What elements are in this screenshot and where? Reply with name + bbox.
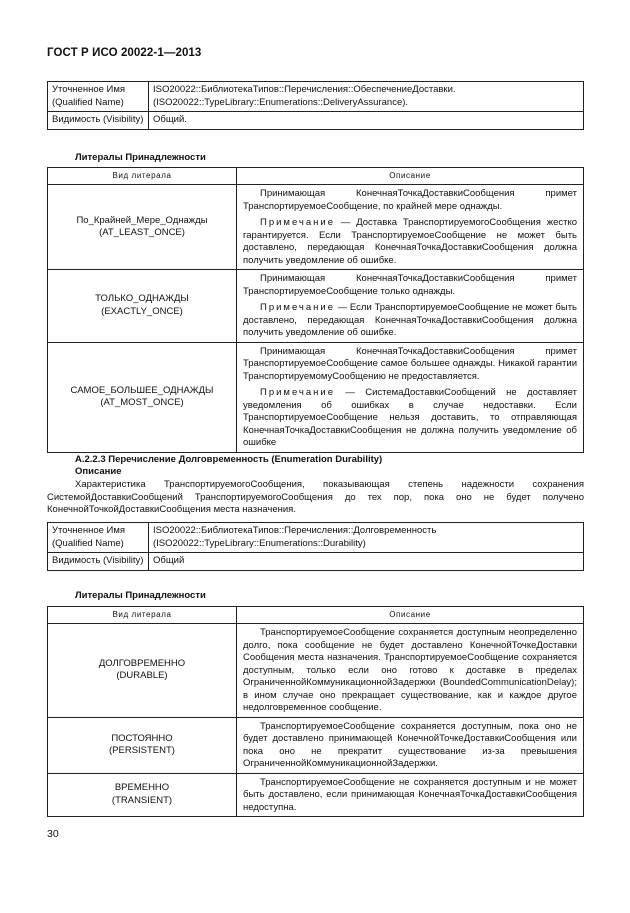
table-cell-key: Уточненное Имя (Qualified Name) — [48, 82, 149, 112]
literal-description-cell — [237, 717, 584, 773]
literal-note — [243, 387, 577, 450]
note-label: Примечание — [260, 217, 335, 228]
literal-description: Принимающая КонечнаяТочкаДоставкиСообщения примет ТранспортируемоеСообщение самое большее однажды. Никакой гарантии ТранспортируемомуСообщению не предоставляется. — [243, 345, 577, 382]
section-paragraph: Характеристика ТранспортируемогоСообщения, показывающая степень надежности сохранения СистемойДоставкиСообщений ТранспортируемогоСообщения до тех пор, пока оно не будет получено КонечнойТочкойДоставкиСообщения места назначения. — [47, 479, 584, 515]
literal-name: ПОСТОЯННО — [111, 732, 173, 744]
column-header-description: Описание — [237, 607, 584, 624]
literals-table-durability — [47, 606, 584, 817]
document-header: ГОСТ Р ИСО 20022-1—2013 — [47, 47, 202, 59]
literal-note — [243, 217, 577, 267]
literal-description: Принимающая КонечнаяТочкаДоставкиСообщения примет ТранспортируемоеСообщение, по крайней мере однажды. — [243, 188, 577, 212]
table-row — [48, 112, 584, 130]
note-text: — СистемаДоставкиСообщений не доставляет уведомления об ошибках в случае недоставки. Если ТранспортируемоеСообщение нельзя доставить, то отправляющая КонечнаяТочкаДоставкиСообщения не должна получить уведомление об ошибке — [243, 387, 577, 448]
table-row — [48, 553, 584, 571]
literal-description-cell — [237, 270, 584, 343]
literal-description-cell — [237, 342, 584, 452]
literal-description: ТранспортируемоеСообщение сохраняется доступным неопределенно долго, пока сообщение не будет доставлено КонечнойТочкеДоставки Сообщения места назначения. ТранспортируемоеСообщение сохраняется доступным, только если оно готово к доставке в пределах ОграниченнойКоммуникационнойЗадержки (BoundedCommunicationDelay); в ином случае оно прекращает существование, как и каждое другое недолговременное сообщение. — [243, 627, 577, 713]
literal-note — [243, 302, 577, 340]
table-row — [48, 82, 584, 112]
table-row — [48, 342, 584, 452]
note-label: Примечание — [260, 302, 335, 313]
literal-description-cell — [237, 773, 584, 817]
literal-code: (EXACTLY_ONCE) — [101, 305, 183, 317]
section-heading — [75, 454, 382, 478]
table-cell-key: Видимость (Visibility) — [48, 112, 149, 130]
table-header-row — [48, 607, 584, 624]
literal-code: (AT_LEAST_ONCE) — [99, 227, 185, 238]
literal-name-cell — [48, 270, 237, 343]
note-text: — Доставка ТранспортируемогоСообщения жестко гарантируется. Если ТранспортируемоеСообщение не может быть доставлено, передающая КонечнаяТочкаДоставкиСообщения должна получить уведомление об ошибке. — [243, 217, 577, 266]
literal-name: ТОЛЬКО_ОДНАЖДЫ — [95, 293, 189, 305]
literal-description: Принимающая КонечнаяТочкаДоставкиСообщения примет ТранспортируемоеСообщение только однажды. — [243, 273, 577, 297]
literal-name: По_Крайней_Мере_Однажды — [76, 214, 208, 226]
table-row — [48, 624, 584, 718]
table-row — [48, 773, 584, 817]
table-cell-value — [149, 82, 584, 112]
info-table-durability — [47, 522, 584, 571]
page-number: 30 — [47, 828, 59, 840]
literal-name-cell — [48, 773, 237, 817]
literal-description-cell — [237, 624, 584, 718]
literal-name-cell — [48, 342, 237, 452]
column-header-literal: Вид литерала — [48, 168, 237, 185]
literals-table-delivery-assurance — [47, 167, 584, 453]
literal-name-cell — [48, 624, 237, 718]
literal-code: (AT_MOST_ONCE) — [100, 397, 184, 408]
literal-description: ТранспортируемоеСообщение не сохраняется доступным и не может быть доставлено, если принимающая КонечнаяТочкаДоставкиСообщения недоступна. — [243, 776, 577, 813]
literal-name: ВРЕМЕННО — [114, 782, 170, 794]
table-cell-key: Видимость (Visibility) — [48, 553, 149, 571]
table-row — [48, 717, 584, 773]
note-label: Примечание — [260, 387, 335, 398]
info-table-delivery-assurance — [47, 81, 584, 130]
value-line: (ISO20022::TypeLibrary::Enumerations::Durability) — [153, 537, 366, 549]
value-line: ISO20022::БиблиотекаТипов::Перечисления::ОбеспечениеДоставки. — [153, 84, 456, 95]
value-line: Общий. — [153, 114, 187, 125]
table-cell-value — [149, 112, 584, 130]
literal-code: (TRANSIENT) — [111, 794, 173, 806]
column-header-literal: Вид литерала — [48, 607, 237, 624]
literal-code: (DURABLE) — [116, 670, 168, 682]
table-row — [48, 523, 584, 553]
literals-heading: Литералы Принадлежности — [75, 590, 206, 601]
literals-heading: Литералы Принадлежности — [75, 152, 206, 163]
section-subtitle: Описание — [75, 466, 122, 477]
value-line: ISO20022::БиблиотекаТипов::Перечисления::Долговременность — [153, 525, 437, 536]
column-header-description: Описание — [237, 168, 584, 185]
value-line: Общий — [153, 555, 185, 566]
table-cell-value — [149, 553, 584, 571]
literal-code: (PERSISTENT) — [109, 745, 175, 756]
literal-description: ТранспортируемоеСообщение сохраняется доступным, пока оно не будет доставлено принимающей КонечнойТочкеДоставкиСообщения или пока оно не прекратит существование из-за превышения ОграниченнойКоммуникационнойЗадержки. — [243, 720, 577, 769]
table-header-row — [48, 168, 584, 185]
value-line: (ISO20022::TypeLibrary::Enumerations::DeliveryAssurance). — [153, 96, 409, 108]
table-cell-value — [149, 523, 584, 553]
literal-name: САМОЕ_БОЛЬШЕЕ_ОДНАЖДЫ — [70, 384, 214, 396]
literal-name-cell — [48, 717, 237, 773]
note-text: — Если ТранспортируемоеСообщение не может быть доставлено, передающая КонечнаяТочкаДоставкиСообщения должна получить уведомление об ошибке. — [243, 302, 577, 338]
table-row — [48, 270, 584, 343]
literal-description-cell — [237, 185, 584, 270]
section-title: А.2.2.3 Перечисление Долговременность (Enumeration Durability) — [75, 454, 383, 465]
table-row — [48, 185, 584, 270]
literal-name: ДОЛГОВРЕМЕННО — [98, 657, 186, 669]
table-cell-key: Уточненное Имя (Qualified Name) — [48, 523, 149, 553]
literal-name-cell — [48, 185, 237, 270]
